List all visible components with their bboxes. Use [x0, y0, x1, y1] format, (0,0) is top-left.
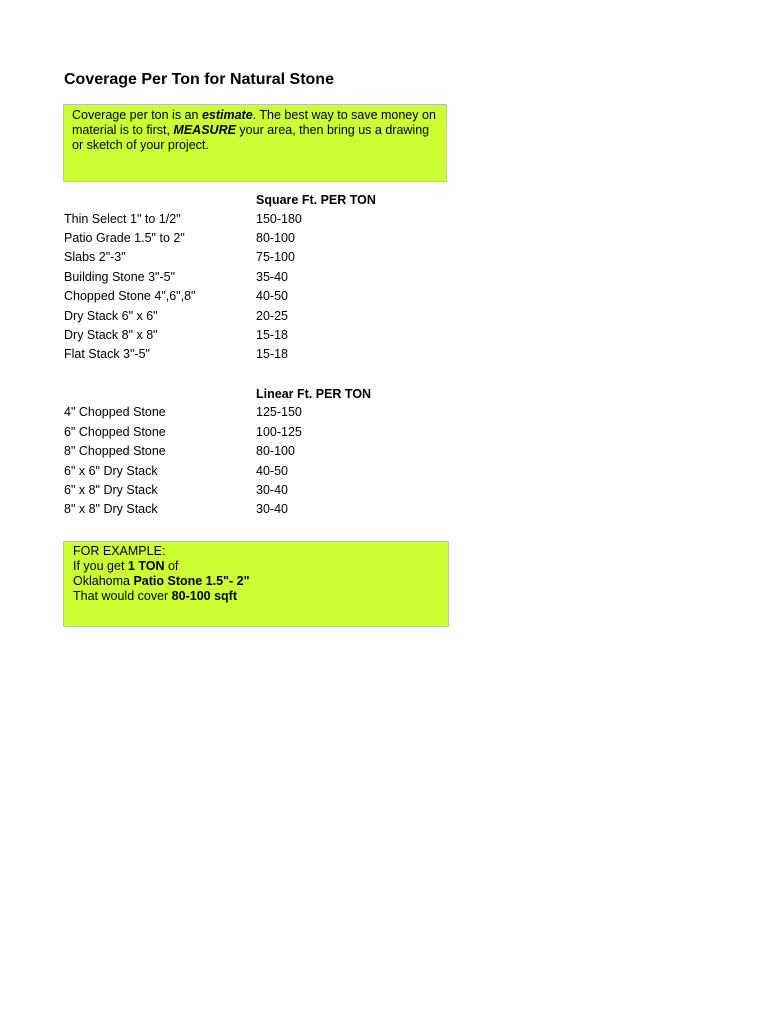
row-label: Building Stone 3"-5": [64, 270, 176, 284]
table-row: [64, 210, 464, 229]
row-label: Dry Stack 6" x 6": [64, 309, 158, 323]
note-text-2: . The best way to save money on material is to first,: [72, 108, 436, 137]
example-heading: FOR EXAMPLE:: [73, 544, 166, 558]
example-line-coverage: [73, 589, 439, 604]
note-text-3: your area, then bring us a drawing or sketch of your project.: [72, 123, 430, 152]
square-ft-header: Square Ft. PER TON: [256, 193, 376, 207]
row-value: 80-100: [256, 231, 295, 245]
table-row: [64, 500, 464, 519]
estimate-note: [63, 104, 447, 182]
row-value: 100-125: [256, 425, 302, 439]
row-label: 8" x 8" Dry Stack: [64, 502, 158, 516]
example-box: [63, 541, 449, 627]
row-value: 75-100: [256, 250, 295, 264]
row-value: 125-150: [256, 405, 302, 419]
table-row: [64, 229, 464, 248]
row-value: 35-40: [256, 270, 288, 284]
table-row: [64, 442, 464, 461]
row-value: 150-180: [256, 212, 302, 226]
note-text-1: Coverage per ton is an: [72, 108, 202, 122]
row-label: Chopped Stone 4",6",8": [64, 289, 196, 303]
note-emphasis-measure: MEASURE: [173, 123, 236, 137]
table-row: [64, 248, 464, 267]
row-value: 80-100: [256, 444, 295, 458]
row-value: 30-40: [256, 483, 288, 497]
row-value: 40-50: [256, 289, 288, 303]
table-row: [64, 287, 464, 306]
row-label: Thin Select 1" to 1/2": [64, 212, 181, 226]
example-bold-product: Patio Stone 1.5"- 2": [133, 574, 250, 588]
table-row: [64, 462, 464, 481]
row-value: 20-25: [256, 309, 288, 323]
table-row: [64, 268, 464, 287]
row-label: 4" Chopped Stone: [64, 405, 166, 419]
note-emphasis-estimate: estimate: [201, 108, 253, 122]
table-row: [64, 307, 464, 326]
row-label: 8" Chopped Stone: [64, 444, 166, 458]
example-bold-coverage: 80-100 sqft: [171, 589, 237, 603]
row-value: 15-18: [256, 347, 288, 361]
row-label: Flat Stack 3"-5": [64, 347, 150, 361]
example-line-product: [73, 574, 439, 589]
example-text: of: [164, 559, 179, 573]
example-bold-quantity: 1 TON: [127, 559, 165, 573]
row-value: 30-40: [256, 502, 288, 516]
linear-ft-header: Linear Ft. PER TON: [256, 387, 372, 401]
table-row: [64, 326, 464, 345]
row-label: Patio Grade 1.5" to 2": [64, 231, 185, 245]
example-line-quantity: [73, 559, 439, 574]
table-row: [64, 423, 464, 442]
example-text: Oklahoma: [73, 574, 134, 588]
table-row: [64, 481, 464, 500]
row-label: 6" x 8" Dry Stack: [64, 483, 158, 497]
table-row: [64, 345, 464, 364]
example-text: If you get: [73, 559, 128, 573]
row-label: Dry Stack 8" x 8": [64, 328, 158, 342]
example-text: That would cover: [73, 589, 172, 603]
row-value: 40-50: [256, 464, 288, 478]
row-label: Slabs 2"-3": [64, 250, 126, 264]
table-row: [64, 403, 464, 422]
row-value: 15-18: [256, 328, 288, 342]
row-label: 6" x 6" Dry Stack: [64, 464, 158, 478]
page-title: Coverage Per Ton for Natural Stone: [64, 71, 334, 88]
row-label: 6" Chopped Stone: [64, 425, 166, 439]
